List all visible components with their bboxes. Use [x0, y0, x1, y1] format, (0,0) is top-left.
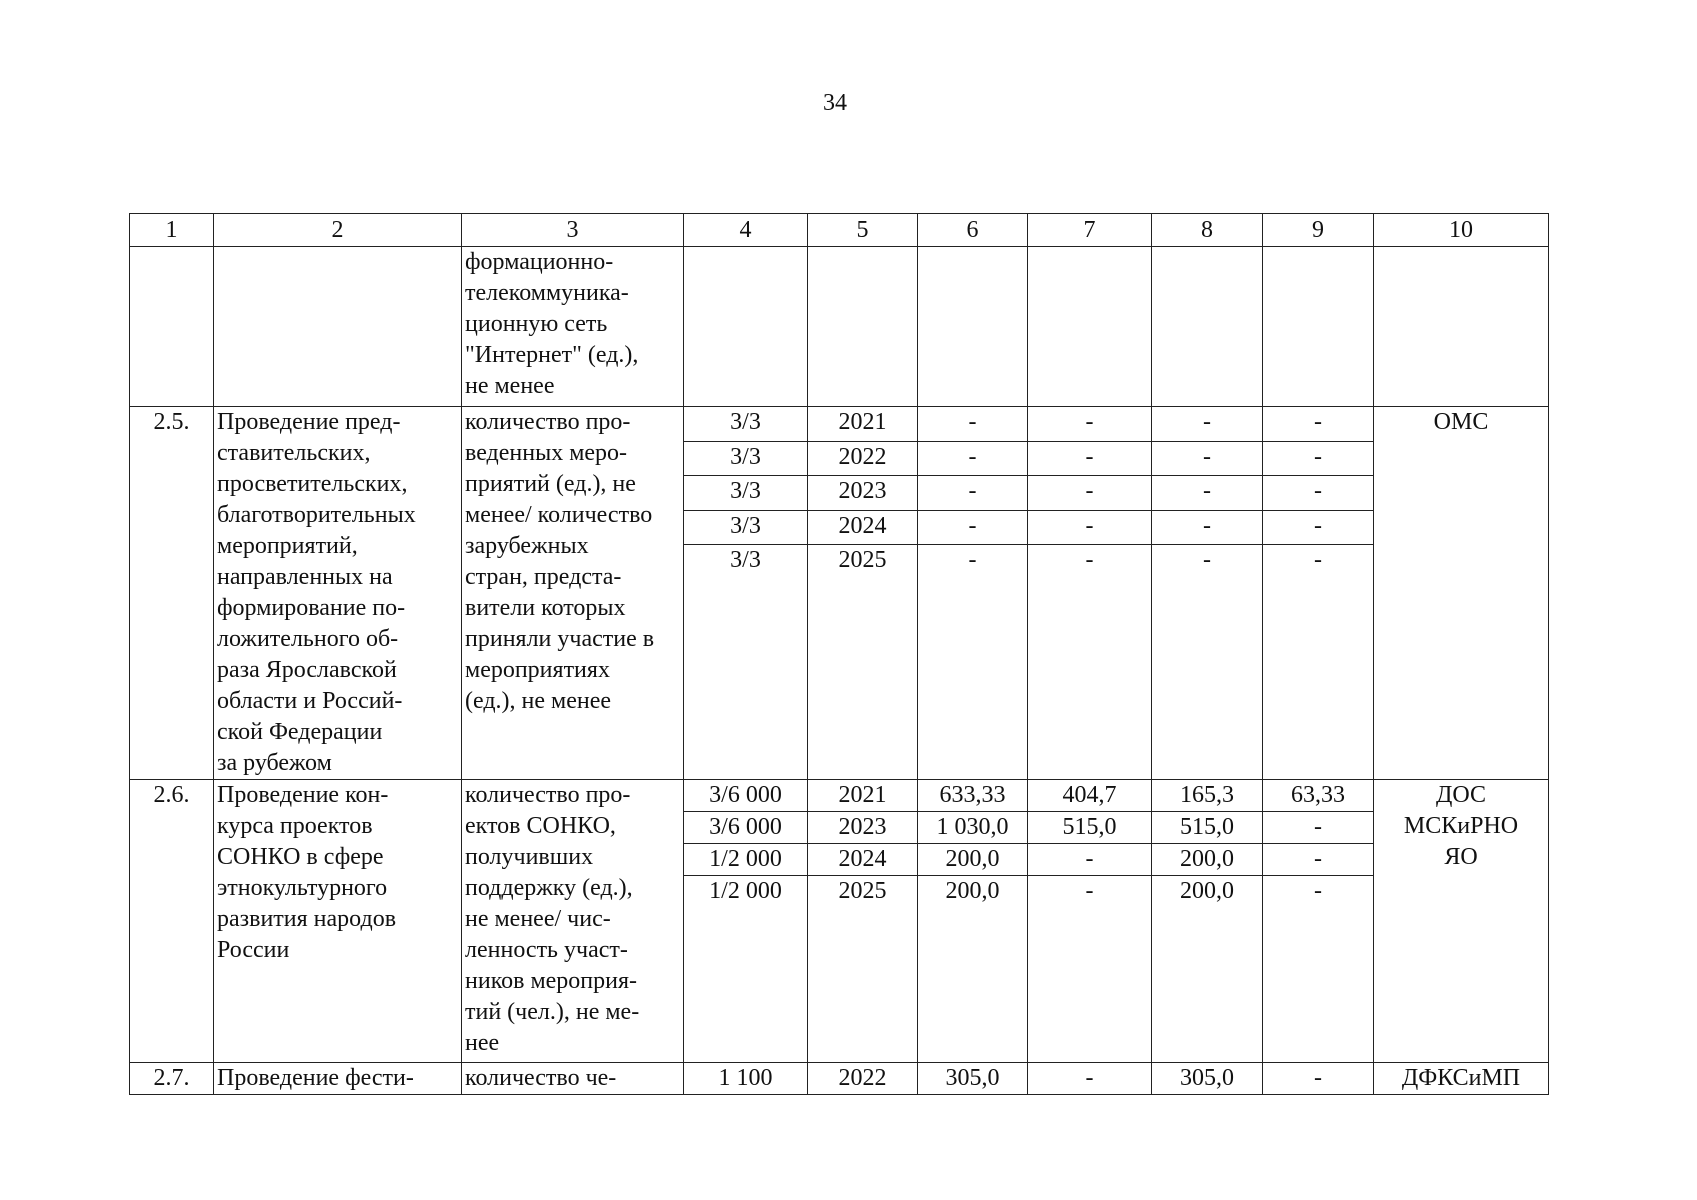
value-cell: - [1028, 545, 1152, 579]
program-table [129, 213, 1549, 1095]
indicator-cell: количество че- [462, 1062, 684, 1094]
row-number: 2.6. [130, 780, 214, 1063]
value-cell: - [1028, 876, 1152, 908]
indicator-cell: количество про- веденных меро- приятий (ед.), не менее/ количество зарубежных стран, предста- вители которых приняли участие в мероприятиях (ед.), не менее [462, 407, 684, 780]
table-row-2-5 [130, 407, 1549, 442]
cell-empty [1028, 579, 1152, 780]
value-cell: 200,0 [918, 876, 1028, 908]
value-cell: 3/3 [684, 441, 808, 476]
value-cell: 515,0 [1028, 812, 1152, 844]
executor-cell: ДФКСиМП [1374, 1062, 1549, 1094]
value-cell: - [918, 407, 1028, 442]
cell-empty [1028, 907, 1152, 1062]
table-row-2-7 [130, 1062, 1549, 1094]
cell-empty [1263, 247, 1374, 407]
value-cell: - [1263, 812, 1374, 844]
value-cell: - [1263, 510, 1374, 545]
value-cell: 515,0 [1152, 812, 1263, 844]
header-cell: 9 [1263, 214, 1374, 247]
header-cell: 7 [1028, 214, 1152, 247]
cell-empty [684, 907, 808, 1062]
value-cell: - [1152, 510, 1263, 545]
header-cell: 10 [1374, 214, 1549, 247]
value-cell: 200,0 [1152, 876, 1263, 908]
value-cell: 3/3 [684, 407, 808, 442]
header-row [130, 214, 1549, 247]
value-cell: 3/3 [684, 476, 808, 511]
value-cell: 1/2 000 [684, 844, 808, 876]
value-cell: 3/6 000 [684, 780, 808, 812]
value-cell: 1 030,0 [918, 812, 1028, 844]
year-cell: 2022 [808, 1062, 918, 1094]
year-cell: 2025 [808, 876, 918, 908]
year-cell: 2022 [808, 441, 918, 476]
measure-name: Проведение фести- [214, 1062, 462, 1094]
cell-empty [1152, 579, 1263, 780]
cell-empty [1263, 907, 1374, 1062]
value-cell: - [1028, 844, 1152, 876]
cell-empty [1152, 247, 1263, 407]
table-row-continuation [130, 247, 1549, 407]
value-cell: - [1028, 476, 1152, 511]
value-cell: 1 100 [684, 1062, 808, 1094]
value-cell: - [1263, 476, 1374, 511]
cell-empty [1374, 247, 1549, 407]
value-cell: - [918, 545, 1028, 579]
cell-empty [1152, 907, 1263, 1062]
year-cell: 2021 [808, 407, 918, 442]
value-cell: 63,33 [1263, 780, 1374, 812]
year-cell: 2025 [808, 545, 918, 579]
value-cell: - [1263, 441, 1374, 476]
value-cell: - [1152, 545, 1263, 579]
value-cell: - [1263, 876, 1374, 908]
header-cell: 5 [808, 214, 918, 247]
executor-cell: ДОС МСКиРНО ЯО [1374, 780, 1549, 1063]
value-cell: - [1028, 441, 1152, 476]
page-number: 34 [823, 90, 847, 116]
value-cell: - [1263, 545, 1374, 579]
year-cell: 2021 [808, 780, 918, 812]
cell-empty [684, 579, 808, 780]
row-number: 2.5. [130, 407, 214, 780]
value-cell: - [1263, 407, 1374, 442]
value-cell: 305,0 [918, 1062, 1028, 1094]
cell-empty [130, 247, 214, 407]
measure-name: Проведение кон- курса проектов СОНКО в сфере этнокультурного развития народов России [214, 780, 462, 1063]
value-cell: - [1263, 1062, 1374, 1094]
cell-empty [214, 247, 462, 407]
measure-name: Проведение пред- ставительских, просветительских, благотворительных мероприятий, направленных на формирование по- ложительного об- раза Ярославской области и Россий- ской Федерации за рубежом [214, 407, 462, 780]
value-cell: 1/2 000 [684, 876, 808, 908]
cell-empty [808, 579, 918, 780]
cell-empty [1263, 579, 1374, 780]
header-cell: 8 [1152, 214, 1263, 247]
header-cell: 6 [918, 214, 1028, 247]
cell-empty [918, 247, 1028, 407]
cell-empty [1028, 247, 1152, 407]
value-cell: - [918, 510, 1028, 545]
cell-empty [808, 247, 918, 407]
value-cell: - [1263, 844, 1374, 876]
value-cell: 3/6 000 [684, 812, 808, 844]
cell-empty [808, 907, 918, 1062]
value-cell: - [1028, 510, 1152, 545]
header-cell: 2 [214, 214, 462, 247]
year-cell: 2024 [808, 844, 918, 876]
table-row-2-6 [130, 780, 1549, 812]
value-cell: - [1152, 441, 1263, 476]
value-cell: - [1152, 476, 1263, 511]
value-cell: 3/3 [684, 510, 808, 545]
value-cell: - [918, 476, 1028, 511]
value-cell: - [1028, 1062, 1152, 1094]
year-cell: 2023 [808, 812, 918, 844]
value-cell: 165,3 [1152, 780, 1263, 812]
header-cell: 1 [130, 214, 214, 247]
cell-empty [918, 579, 1028, 780]
row-number: 2.7. [130, 1062, 214, 1094]
header-cell: 3 [462, 214, 684, 247]
year-cell: 2023 [808, 476, 918, 511]
value-cell: 633,33 [918, 780, 1028, 812]
executor-cell: ОМС [1374, 407, 1549, 780]
cell-empty [918, 907, 1028, 1062]
indicator-cell: количество про- ектов СОНКО, получивших поддержку (ед.), не менее/ чис- ленность участ- ников мероприя- тий (чел.), не ме- нее [462, 780, 684, 1063]
indicator-cell: формационно- телекоммуника- ционную сеть "Интернет" (ед.), не менее [462, 247, 684, 407]
cell-empty [684, 247, 808, 407]
value-cell: - [1028, 407, 1152, 442]
value-cell: 3/3 [684, 545, 808, 579]
value-cell: 200,0 [918, 844, 1028, 876]
value-cell: - [1152, 407, 1263, 442]
value-cell: 305,0 [1152, 1062, 1263, 1094]
header-cell: 4 [684, 214, 808, 247]
year-cell: 2024 [808, 510, 918, 545]
value-cell: 404,7 [1028, 780, 1152, 812]
value-cell: 200,0 [1152, 844, 1263, 876]
value-cell: - [918, 441, 1028, 476]
